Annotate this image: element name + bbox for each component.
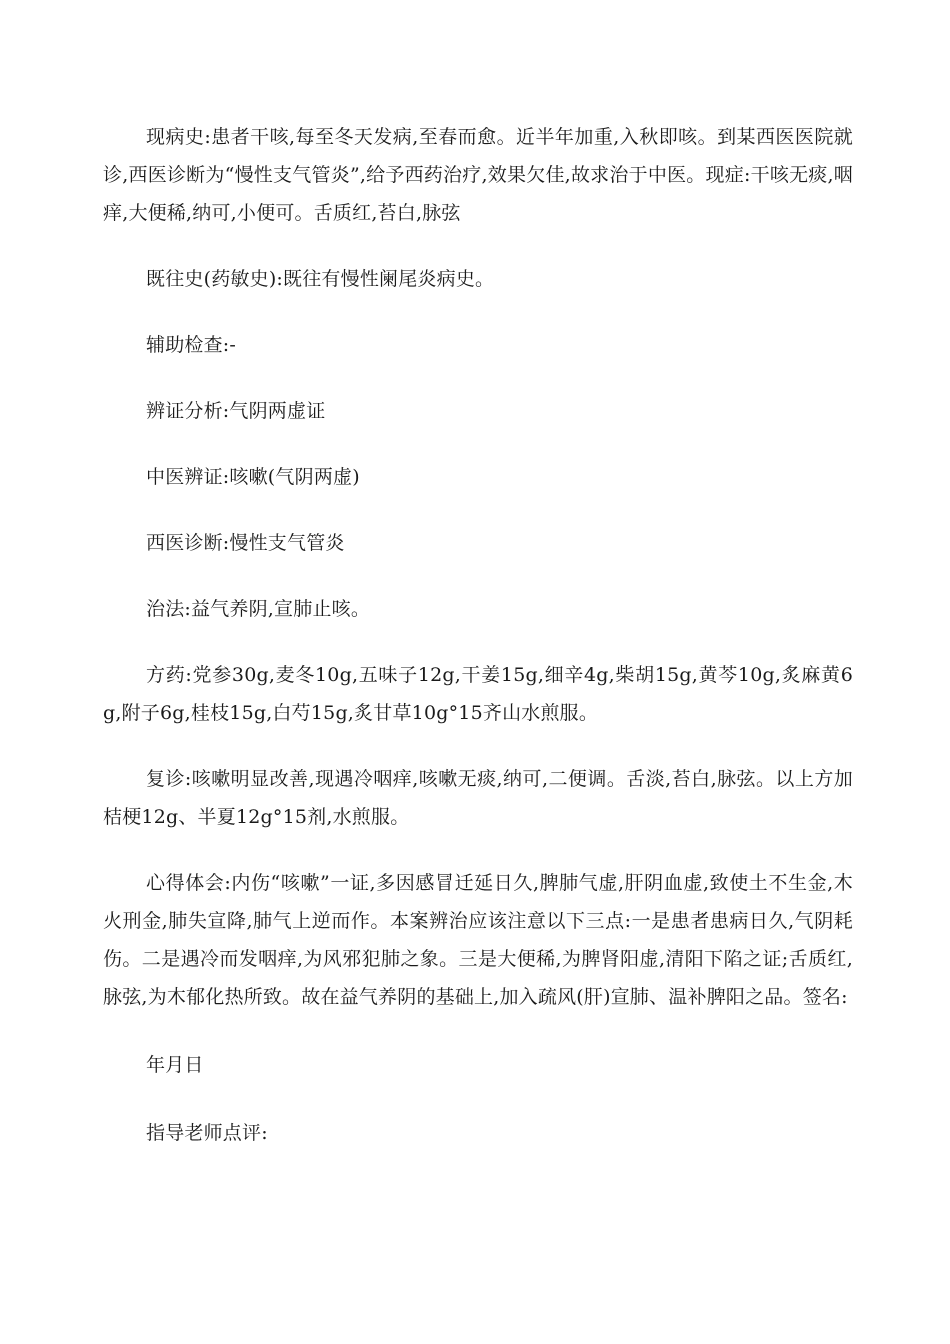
reflection-paragraph: 心得体会:内伤“咳嗽”一证,多因感冒迁延日久,脾肺气虚,肝阴血虚,致使土不生金,木火刑金,肺失宣降,肺气上逆而作。本案辨治应该注意以下三点:一是患者患病日久,气阴耗伤。二是遇冷而发咽痒,为风邪犯肺之象。三是大便稀,为脾肾阳虚,清阳下陷之证;舌质红,脉弦,为木郁化热所致。故在益气养阴的基础上,加入疏风(肝)宣肺、温补脾阳之品。签名:: [103, 872, 853, 1008]
past-history-paragraph: 既往史(药敏史):既往有慢性阑尾炎病史。: [146, 268, 495, 290]
western-diagnosis-paragraph: 西医诊断:慢性支气管炎: [146, 532, 345, 554]
document-body: [103, 118, 853, 1152]
teacher-comment-line: 指导老师点评:: [146, 1122, 268, 1144]
present-illness-paragraph: 现病史:患者干咳,每至冬天发病,至春而愈。近半年加重,入秋即咳。到某西医医院就诊,西医诊断为“慢性支气管炎”,给予西药治疗,效果欠佳,故求治于中医。现症:干咳无痰,咽痒,大便稀,纳可,小便可。舌质红,苔白,脉弦: [103, 126, 853, 224]
prescription-paragraph: 方药:党参30g,麦冬10g,五味子12g,干姜15g,细辛4g,柴胡15g,黄芩10g,炙麻黄6g,附子6g,桂枝15g,白芍15g,炙甘草10g°15齐山水煎服。: [103, 664, 853, 724]
date-line: 年月日: [146, 1054, 204, 1076]
treatment-method-paragraph: 治法:益气养阴,宣肺止咳。: [146, 598, 371, 620]
follow-up-paragraph: 复诊:咳嗽明显改善,现遇冷咽痒,咳嗽无痰,纳可,二便调。舌淡,苔白,脉弦。以上方加桔梗12g、半夏12g°15剂,水煎服。: [103, 768, 853, 828]
syndrome-analysis-paragraph: 辨证分析:气阴两虚证: [146, 400, 326, 422]
auxiliary-exam-paragraph: 辅助检查:-: [146, 334, 237, 356]
tcm-diagnosis-paragraph: 中医辨证:咳嗽(气阴两虚): [146, 466, 360, 488]
